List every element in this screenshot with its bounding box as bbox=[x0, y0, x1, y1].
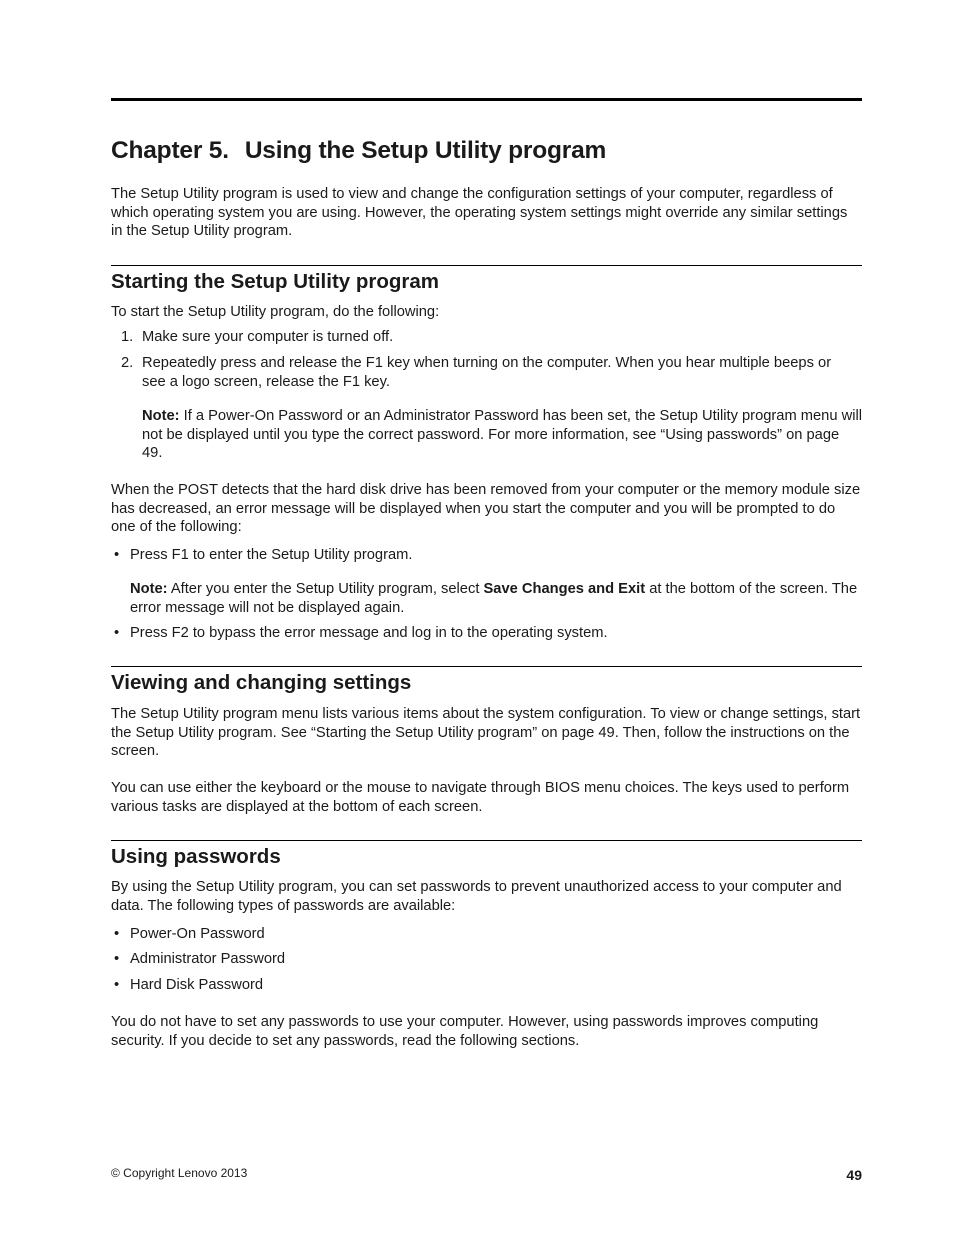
note-label: Note: bbox=[142, 408, 180, 424]
password-type: Administrator Password bbox=[130, 951, 286, 967]
starting-lead: To start the Setup Utility program, do the following: bbox=[111, 304, 440, 320]
note-label: Note: bbox=[130, 581, 168, 597]
list-item bbox=[111, 976, 862, 995]
note-block: Note: After you enter the Setup Utility program, select Save Changes and Exit at the bottom of the screen. The error message will not be displayed again. bbox=[130, 581, 858, 616]
bullet-marker: • bbox=[114, 926, 120, 942]
section-heading-starting: Starting the Setup Utility program bbox=[111, 270, 440, 293]
section-rule-starting bbox=[111, 265, 862, 266]
list-item bbox=[111, 354, 832, 391]
note-block bbox=[111, 407, 862, 463]
save-changes-and-exit-label: Save Changes and Exit bbox=[483, 581, 646, 597]
section-rule-viewing bbox=[111, 666, 862, 667]
step-text: Make sure your computer is turned off. bbox=[142, 329, 394, 345]
bullet-marker: • bbox=[114, 547, 120, 563]
password-type: Hard Disk Password bbox=[130, 977, 264, 993]
note-text: If a Power-On Password or an Administrator Password has been set, the Setup Utility program menu will not be displayed until you type the correct password. For more information, see “Using passwords” on page 49. bbox=[142, 408, 862, 461]
post-paragraph: When the POST detects that the hard disk drive has been removed from your computer or the memory module size has decreased, an error message will be displayed when you start the computer and you will be prompted to do one of the following: bbox=[111, 482, 861, 535]
passwords-paragraph-2: You do not have to set any passwords to use your computer. However, using passwords improves computing security. If you decide to set any passwords, read the following sections. bbox=[111, 1014, 819, 1049]
chapter-title-text: Using the Setup Utility program bbox=[244, 137, 607, 164]
step-number: 2. bbox=[121, 355, 134, 371]
viewing-paragraph-2: You can use either the keyboard or the mouse to navigate through BIOS menu choices. The keys used to perform various tasks are displayed at the bottom of each screen. bbox=[111, 780, 850, 815]
bullet-marker: • bbox=[114, 977, 120, 993]
step-text: Repeatedly press and release the F1 key when turning on the computer. When you hear multiple beeps or see a logo screen, release the F1 key. bbox=[142, 355, 832, 390]
section-heading-viewing: Viewing and changing settings bbox=[111, 671, 412, 694]
bullet-marker: • bbox=[114, 625, 120, 641]
intro-paragraph: The Setup Utility program is used to view and change the configuration settings of your computer, regardless of which operating system you are using. However, the operating system settings might override any similar settings in the Setup Utility program. bbox=[111, 186, 848, 239]
chapter-number: Chapter 5. bbox=[111, 137, 229, 164]
list-item bbox=[111, 950, 862, 969]
list-item bbox=[111, 546, 862, 565]
chapter-top-rule bbox=[111, 98, 862, 101]
bullet-marker: • bbox=[114, 951, 120, 967]
list-item bbox=[111, 925, 862, 944]
step-number: 1. bbox=[121, 329, 134, 345]
passwords-paragraph-1: By using the Setup Utility program, you can set passwords to prevent unauthorized access to your computer and data. The following types of passwords are available: bbox=[111, 879, 842, 914]
bullet-text: Press F1 to enter the Setup Utility program. bbox=[130, 547, 413, 563]
footer-copyright: © Copyright Lenovo 2013 bbox=[111, 1166, 248, 1180]
chapter-title bbox=[111, 134, 606, 168]
section-heading-passwords: Using passwords bbox=[111, 845, 281, 868]
section-rule-passwords bbox=[111, 840, 862, 841]
password-type: Power-On Password bbox=[130, 926, 265, 942]
bullet-text: Press F2 to bypass the error message and log in to the operating system. bbox=[130, 625, 608, 641]
list-item bbox=[111, 328, 862, 347]
viewing-paragraph-1: The Setup Utility program menu lists various items about the system configuration. To view or change settings, start the Setup Utility program. See “Starting the Setup Utility program” on page 49. Then, follow the instructions on the screen. bbox=[111, 706, 861, 759]
page-number: 49 bbox=[846, 1167, 862, 1183]
list-item bbox=[111, 624, 862, 643]
